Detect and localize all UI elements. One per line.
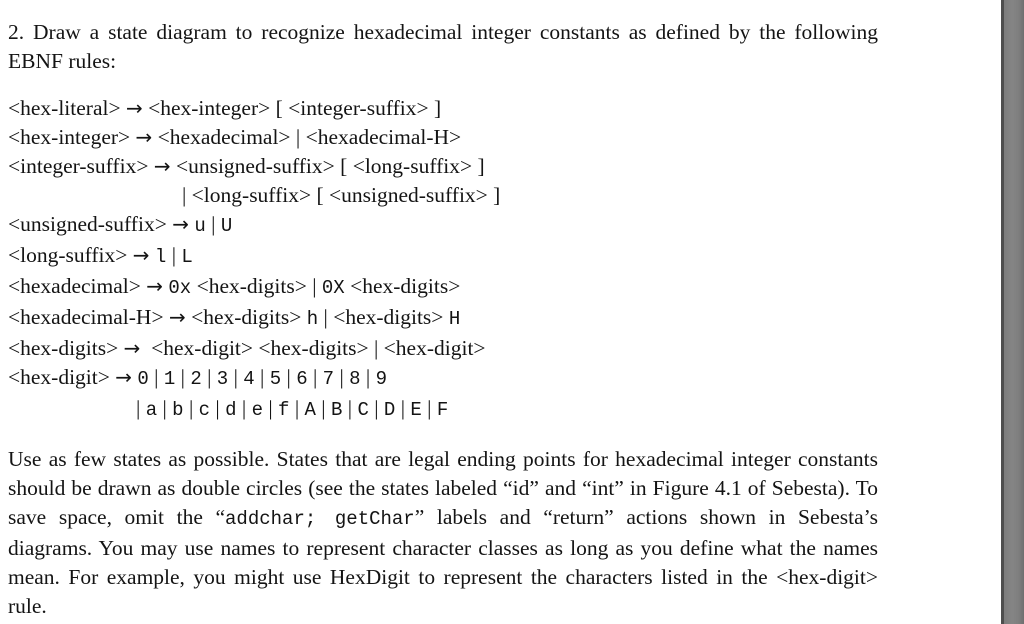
ebnf-alternation-bar: | xyxy=(321,396,326,420)
ebnf-rule-hexadecimal-h xyxy=(8,303,878,334)
ebnf-alternation-bar: | xyxy=(312,274,317,298)
ebnf-rhs: | <long-suffix> [ <unsigned-suffix> ] xyxy=(182,183,501,207)
ebnf-alternation-bar: | xyxy=(215,396,220,420)
closing-text-part-1: Use as few states as possible. States that are legal ending points for hexadecimal integer constants should be drawn as double circles (see the states labeled “id” and “int” in Figure 4.1 of Sebesta). To save space, omit the “ xyxy=(8,447,878,529)
ebnf-terminal: 0x xyxy=(168,277,192,299)
arrow-glyph: → xyxy=(168,305,186,329)
ebnf-rules-block xyxy=(8,94,878,425)
ebnf-terminal: 2 xyxy=(190,368,202,390)
ebnf-rhs-symbol: <hex-digits> xyxy=(191,305,302,329)
ebnf-lhs: <unsigned-suffix> xyxy=(8,212,167,236)
ebnf-rule-integer-suffix xyxy=(8,152,878,181)
ebnf-terminal: 3 xyxy=(216,368,229,390)
ebnf-terminal: 7 xyxy=(322,368,335,390)
ebnf-alternation-bar: | xyxy=(294,396,300,420)
ebnf-lhs: <hex-digits> xyxy=(8,336,119,360)
ebnf-rule-hex-digit xyxy=(8,363,878,394)
page-right-edge-strip xyxy=(1001,0,1024,624)
ebnf-alternation-bar: | xyxy=(286,365,291,389)
ebnf-rhs-symbol: <hex-digits> xyxy=(333,305,444,329)
ebnf-alternation-bar: | xyxy=(241,396,247,420)
ebnf-terminal: E xyxy=(410,399,422,421)
ebnf-terminal: f xyxy=(278,399,290,421)
ebnf-terminal: e xyxy=(251,399,263,421)
ebnf-lhs: <integer-suffix> xyxy=(8,154,149,178)
ebnf-terminal: 0X xyxy=(321,277,345,299)
ebnf-rule-hex-digits xyxy=(8,334,878,363)
ebnf-terminal: d xyxy=(225,399,237,421)
ebnf-terminal: b xyxy=(172,399,184,421)
ebnf-alternation-bar: | xyxy=(207,365,212,389)
ebnf-alternation-bar: | xyxy=(162,396,167,420)
ebnf-rhs-symbol: <hex-digits> xyxy=(350,274,461,298)
ebnf-alternation-bar: | xyxy=(339,365,344,389)
ebnf-rhs: <unsigned-suffix> [ <long-suffix> ] xyxy=(175,154,485,178)
ebnf-terminal: 9 xyxy=(375,368,388,390)
ebnf-alternation-bar: | xyxy=(211,212,216,236)
spacer xyxy=(8,76,878,94)
ebnf-lhs: <hex-integer> xyxy=(8,125,131,149)
arrow-glyph: → xyxy=(135,125,153,149)
ebnf-terminal: c xyxy=(198,399,211,421)
arrow-glyph: → xyxy=(172,212,189,236)
ebnf-rhs: <hex-digit> <hex-digits> | <hex-digit> xyxy=(151,336,486,360)
ebnf-rule-hex-digit-continuation xyxy=(8,394,878,425)
ebnf-terminal: L xyxy=(181,246,193,268)
ebnf-lhs: <hexadecimal> xyxy=(8,274,141,298)
ebnf-terminal: 1 xyxy=(163,368,176,390)
ebnf-terminal: a xyxy=(145,399,158,421)
ebnf-lhs: <hex-digit> xyxy=(8,365,110,389)
ebnf-terminal: H xyxy=(448,308,461,330)
ebnf-alternation-bar: | xyxy=(260,365,265,389)
ebnf-lhs: <hexadecimal-H> xyxy=(8,305,164,329)
ebnf-terminal: D xyxy=(383,399,396,421)
ebnf-alternation-bar: | xyxy=(188,396,194,420)
ebnf-alternation-bar: | xyxy=(136,396,141,420)
ebnf-lhs: <hex-literal> xyxy=(8,96,121,120)
ebnf-alternation-bar: | xyxy=(347,396,353,420)
arrow-glyph: → xyxy=(132,243,150,267)
ebnf-alternation-bar: | xyxy=(154,365,159,389)
ebnf-alternation-bar: | xyxy=(312,365,318,389)
ebnf-terminal: u xyxy=(194,215,206,237)
closing-monospace-labels: addchar; getChar xyxy=(225,508,415,530)
ebnf-rule-long-suffix xyxy=(8,241,878,272)
page-edge-shadow xyxy=(1004,0,1024,624)
ebnf-alternation-bar: | xyxy=(180,365,185,389)
question-closing-paragraph xyxy=(8,445,878,621)
ebnf-rule-hex-integer xyxy=(8,123,878,152)
ebnf-alternation-bar: | xyxy=(365,365,371,389)
arrow-glyph: → xyxy=(146,274,164,298)
ebnf-terminal: 4 xyxy=(243,368,255,390)
ebnf-lhs: <long-suffix> xyxy=(8,243,128,267)
ebnf-alternation-bar: | xyxy=(400,396,405,420)
ebnf-rhs: <hexadecimal> | <hexadecimal-H> xyxy=(157,125,462,149)
arrow-glyph: → xyxy=(153,154,171,178)
ebnf-rhs: <hex-integer> [ <integer-suffix> ] xyxy=(148,96,442,120)
ebnf-rule-integer-suffix-continuation xyxy=(8,181,878,210)
document-content xyxy=(8,18,878,621)
ebnf-alternation-bar: | xyxy=(374,396,379,420)
ebnf-alternation-bar: | xyxy=(427,396,432,420)
closing-text-part-2: ” labels and “return” actions shown in Sebesta’s diagrams. You may use names to represent character classes as long as you define what the names mean. For example, you might use HexDigit to represent the characters listed in the <hex-digit> rule. xyxy=(8,505,878,618)
arrow-glyph: → xyxy=(123,336,141,360)
ebnf-alternation-bar: | xyxy=(323,305,328,329)
question-intro-paragraph: 2. Draw a state diagram to recognize hexadecimal integer constants as defined by the following EBNF rules: xyxy=(8,20,878,73)
ebnf-alternation-bar: | xyxy=(268,396,273,420)
arrow-glyph: → xyxy=(125,96,143,120)
ebnf-terminal: B xyxy=(330,399,343,421)
spacer xyxy=(8,425,878,445)
ebnf-rule-hex-literal xyxy=(8,94,878,123)
ebnf-terminal: U xyxy=(220,215,233,237)
ebnf-terminal: C xyxy=(357,399,369,421)
ebnf-rule-hexadecimal xyxy=(8,272,878,303)
ebnf-terminal: 6 xyxy=(296,368,308,390)
ebnf-terminal: l xyxy=(154,246,167,268)
ebnf-alternation-bar: | xyxy=(171,243,177,267)
ebnf-rhs-symbol: <hex-digits> xyxy=(196,274,307,298)
ebnf-terminal: h xyxy=(306,308,319,330)
ebnf-terminal: 0 xyxy=(137,368,149,390)
ebnf-terminal: 5 xyxy=(269,368,282,390)
ebnf-terminal: F xyxy=(436,399,449,421)
ebnf-alternation-bar: | xyxy=(233,365,238,389)
ebnf-terminal: 8 xyxy=(349,368,361,390)
ebnf-terminal: A xyxy=(304,399,316,421)
ebnf-rule-unsigned-suffix xyxy=(8,210,878,241)
arrow-glyph: → xyxy=(115,365,133,389)
